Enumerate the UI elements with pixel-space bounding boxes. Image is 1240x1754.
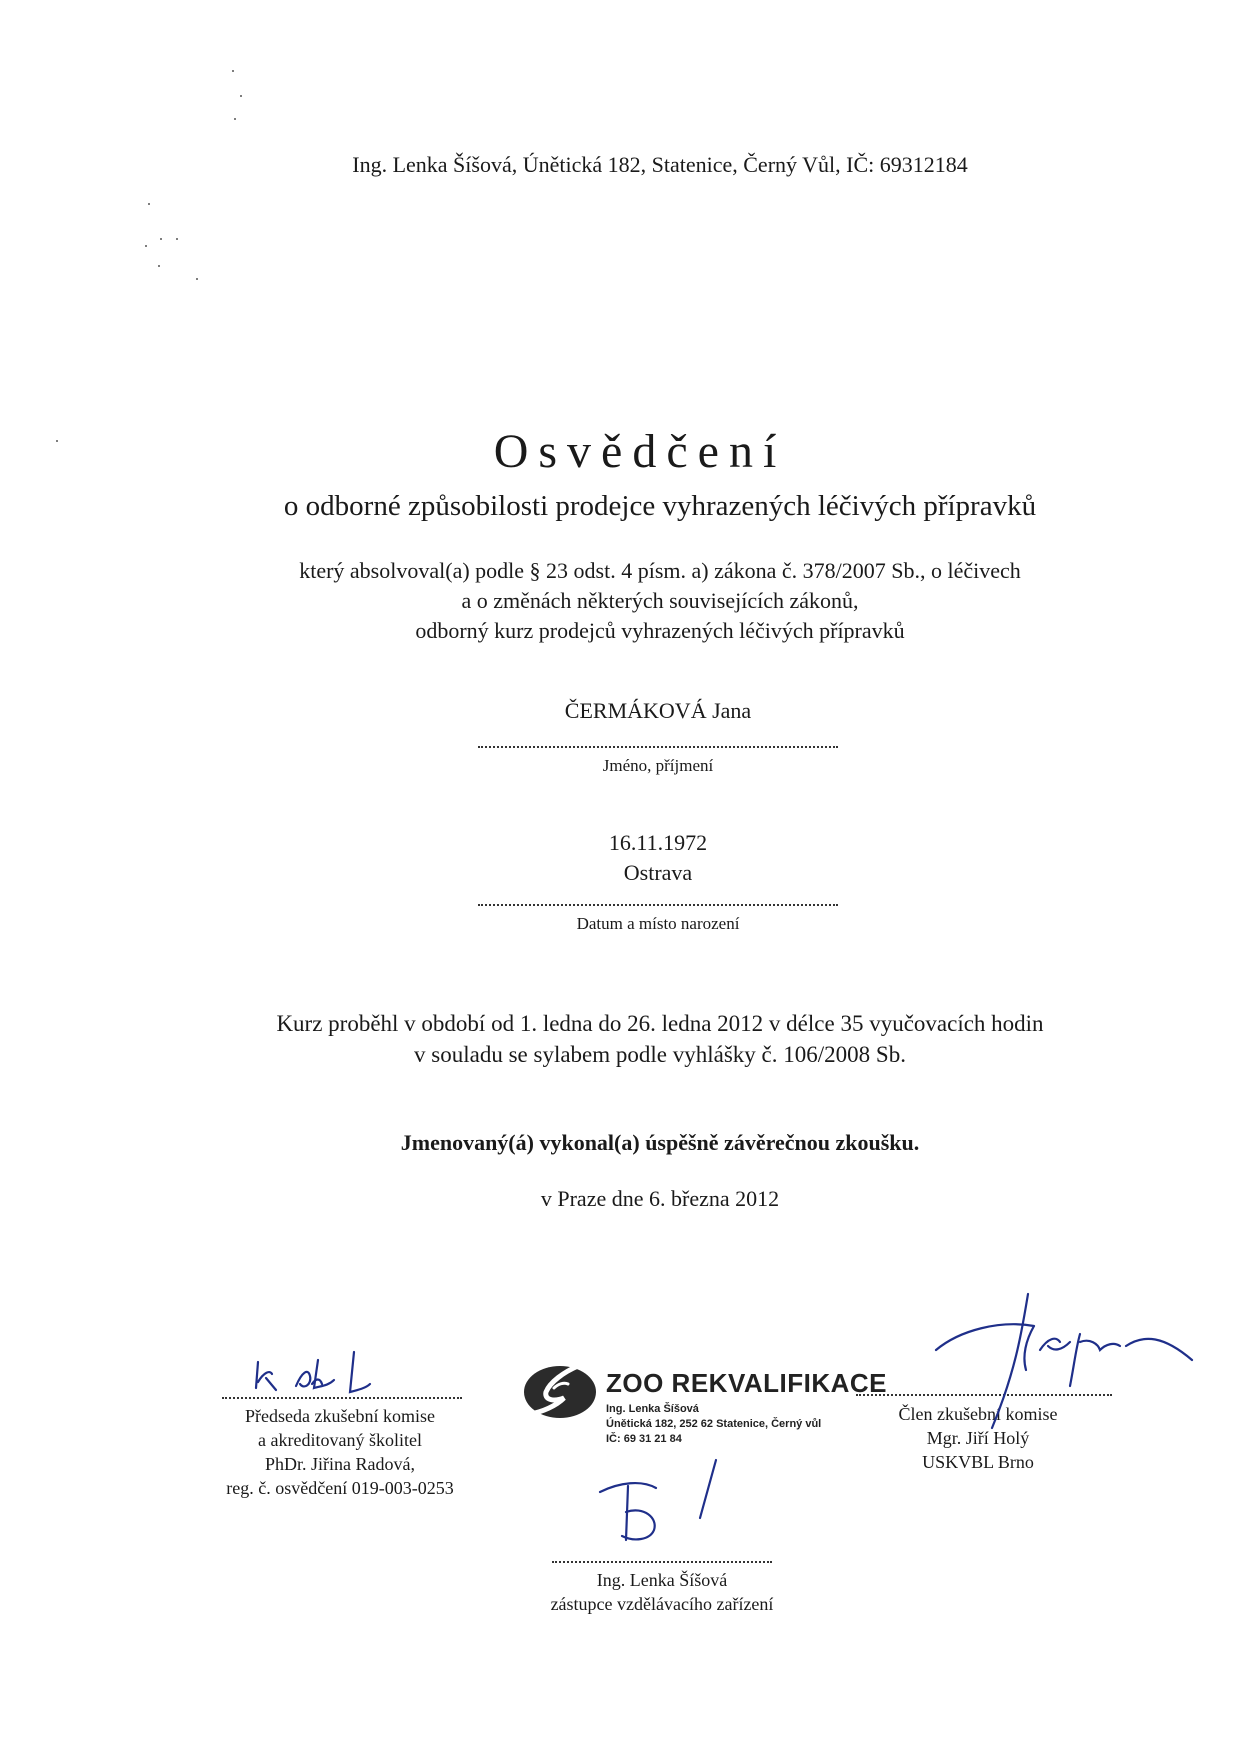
chair-signature (250, 1342, 410, 1412)
zoo-rekvalifikace-logo-icon (520, 1358, 600, 1422)
issuer-header: Ing. Lenka Šíšová, Únětická 182, Statenice, Černý Vůl, IČ: 69312184 (352, 152, 968, 177)
representative-signature-line (552, 1561, 772, 1563)
certificate-subtitle: o odborné způsobilosti prodejce vyhrazených léčivých přípravků (283, 490, 1037, 522)
course-line: v souladu se sylabem podle vyhlášky č. 106/2008 Sb. (414, 1042, 906, 1067)
scan-speck (158, 265, 160, 267)
stamp-company-name: ZOO REKVALIFIKACE (606, 1368, 888, 1398)
exam-result: Jmenovaný(á) vykonal(a) úspěšně závěrečnou zkoušku. (400, 1130, 920, 1155)
law-line: a o změnách některých souvisejících zákonů, (461, 588, 859, 613)
stamp-address: Únětická 182, 252 62 Statenice, Černý vůl (606, 1418, 822, 1430)
scan-speck (234, 118, 236, 120)
scan-speck (145, 245, 147, 247)
stamp-owner: Ing. Lenka Šíšová (606, 1403, 699, 1415)
chair-signature-line (222, 1397, 462, 1399)
law-reference (0, 556, 1240, 646)
member-signature (930, 1290, 1200, 1440)
course-info (0, 1008, 1240, 1070)
member-role: Člen zkušební komise (898, 1404, 1058, 1424)
chair-registration: reg. č. osvědčení 019-003-0253 (226, 1478, 454, 1498)
birth-label: Datum a místo narození (576, 914, 740, 933)
chair-role-2: a akreditovaný školitel (258, 1430, 422, 1450)
scan-speck (160, 238, 162, 240)
scan-speck (240, 95, 242, 97)
certificate-title: Osvědčení (493, 425, 787, 478)
representative-name: Ing. Lenka Šíšová (596, 1570, 728, 1590)
representative-signature (590, 1456, 730, 1556)
representative-role: zástupce vzdělávacího zařízení (550, 1594, 774, 1614)
chair-name: PhDr. Jiřina Radová, (265, 1454, 415, 1474)
place-date: v Praze dne 6. března 2012 (540, 1186, 780, 1211)
birth-dotted-line (478, 904, 838, 906)
stamp-details (606, 1402, 821, 1447)
birth-date: 16.11.1972 (608, 830, 708, 855)
member-name: Mgr. Jiří Holý (926, 1428, 1030, 1448)
chair-block (190, 1404, 490, 1500)
course-line: Kurz proběhl v období od 1. ledna do 26. ledna 2012 v délce 35 vyučovacích hodin (276, 1011, 1044, 1036)
scan-speck (232, 70, 234, 72)
scan-speck (176, 238, 178, 240)
person-name: ČERMÁKOVÁ Jana (564, 698, 752, 723)
stamp-ic: IČ: 69 31 21 84 (606, 1433, 682, 1445)
law-line: který absolvoval(a) podle § 23 odst. 4 písm. a) zákona č. 378/2007 Sb., o léčivech (299, 558, 1021, 583)
chair-role: Předseda zkušební komise (245, 1406, 435, 1426)
scan-speck (148, 203, 150, 205)
scan-speck (196, 278, 198, 280)
name-label: Jméno, příjmení (602, 756, 714, 775)
name-dotted-line (478, 746, 838, 748)
member-institution: USKVBL Brno (922, 1452, 1034, 1472)
law-line: odborný kurz prodejců vyhrazených léčivých přípravků (415, 618, 905, 643)
representative-block (502, 1568, 822, 1616)
birth-place: Ostrava (623, 860, 693, 885)
